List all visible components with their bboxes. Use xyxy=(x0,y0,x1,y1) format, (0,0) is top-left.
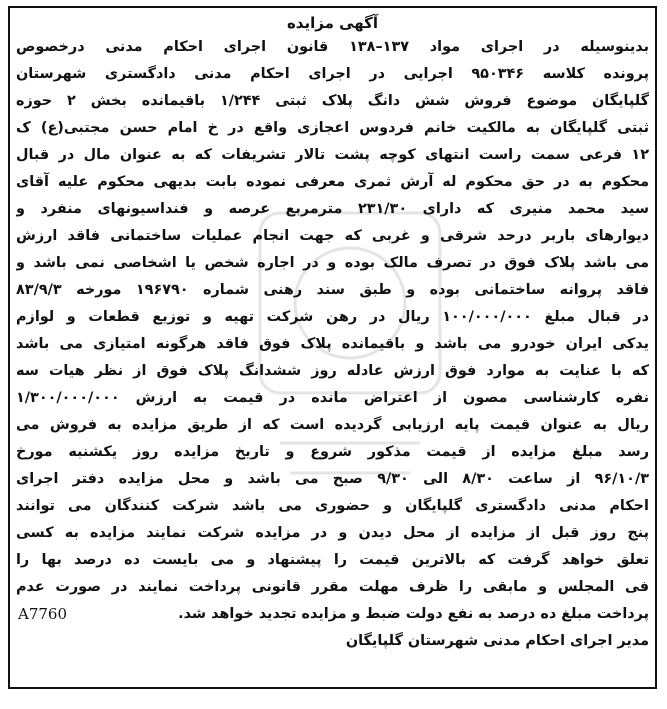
notice-title: آگهی مزایده xyxy=(286,14,379,32)
notice-line: ثبتی گلپایگان به مالکیت خانم فردوس اعجازی واقع در خ امام حسن مجتبی(ع) ک xyxy=(16,120,649,136)
notice-body xyxy=(16,34,649,628)
notice-line: ۹۶/۱۰/۳ از ساعت ۸/۳۰ الی ۹/۳۰ صبح می باشد و محل مزایده دفتر اجرای xyxy=(16,471,649,487)
notice-line: پرونده کلاسه ۹۵۰۳۴۶ اجرایی در اجرای احکام مدنی دادگستری شهرستان xyxy=(16,66,649,82)
notice-line: محکوم به در حق محکوم له آرش ثمری معرفی نموده بابت بدیهی محکوم علیه آقای xyxy=(16,174,649,190)
notice-line: یدکی ایران خودرو می باشد و باقیمانده پلاک فوق فاقد هرگونه امتیازی می باشد xyxy=(16,336,649,352)
notice-line: در قبال مبلغ ۱۰۰/۰۰۰/۰۰۰ ریال در رهن شرکت تهیه و توزیع قطعات و لوازم xyxy=(16,309,649,325)
notice-line: گلپایگان موضوع فروش شش دانگ پلاک ثبتی ۱/۲۴۴ باقیمانده بخش ۲ حوزه xyxy=(16,93,649,109)
notice-final-text: پرداخت مبلغ ده درصد به نفع دولت ضبط و مزایده تجدید خواهد شد. xyxy=(178,606,649,622)
notice-content xyxy=(16,12,649,683)
ad-code: A7760 xyxy=(18,605,68,623)
notice-line: دیوارهای باربر درحد شرقی و غربی که جهت انجام عملیات ساختمانی فاقد ارزش xyxy=(16,228,649,244)
notice-line: نفره کارشناسی مصون از اعتراض مانده در قیمت به ارزش ۱/۳۰۰/۰۰۰/۰۰۰ xyxy=(16,390,649,406)
notice-line: تعلق خواهد گرفت که بالاترین قیمت را پیشنهاد و می بایست ده درصد بها را xyxy=(16,552,649,568)
notice-line: فاقد پروانه ساختمانی بوده و طبق سند رهنی شماره ۱۹۶۷۹۰ مورخه ۸۳/۹/۳ xyxy=(16,282,649,298)
notice-line: فی المجلس و مابقی را ظرف مهلت مقرر قانونی پرداخت نمایند در صورت عدم xyxy=(16,579,649,595)
notice-line: ۱۲ فرعی سمت راست انتهای کوچه پشت تالار تشریفات که به عنوان مال در قبال xyxy=(16,147,649,163)
notice-line: احکام مدنی دادگستری گلپایگان و حضوری می باشد شرکت کنندگان می توانند xyxy=(16,498,649,514)
signature: مدیر اجرای احکام مدنی شهرستان گلپایگان xyxy=(345,633,649,649)
notice-line: که با عنایت به موارد فوق ارزش عادله روز ششدانگ پلاک فوق از نظر هیات سه xyxy=(16,363,649,379)
notice-frame xyxy=(8,6,657,689)
notice-line: ریال به عنوان قیمت پایه ارزیابی گردیده است که از طریق مزایده به فروش می xyxy=(16,417,649,433)
notice-line: پنج روز قبل از مزایده از محل دیدن و در مزایده شرکت نمایند مزایده به کسی xyxy=(16,525,649,541)
notice-line: می باشد پلاک فوق در تصرف مالک بوده و در اجاره شخص یا اشخاصی نمی باشد و xyxy=(16,255,649,271)
notice-line: سید محمد منیری که دارای ۲۳۱/۳۰ مترمربع عرصه و فنداسیونهای منفرد و xyxy=(16,201,649,217)
notice-line: رسد مبلغ مزایده از قیمت مذکور شروع و تاریخ مزایده روز یکشنبه مورخ xyxy=(16,444,649,460)
notice-line: بدینوسیله در اجرای مواد ۱۳۷–۱۳۸ قانون اجرای احکام مدنی درخصوص xyxy=(16,39,649,55)
notice-line-final xyxy=(16,601,649,628)
